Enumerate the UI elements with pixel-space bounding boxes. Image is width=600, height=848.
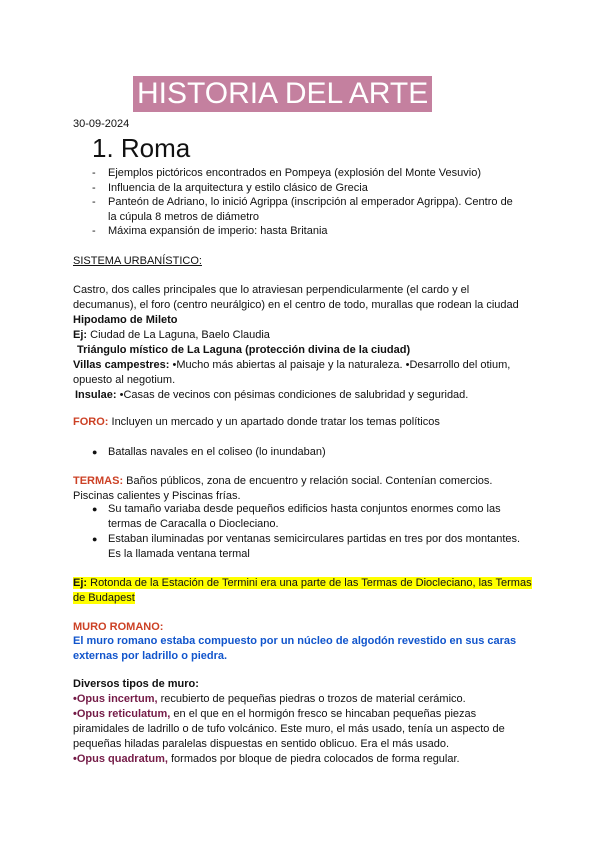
list-item bbox=[73, 752, 533, 767]
list-item: ● Estaban iluminadas por ventanas semicirculares partidas en tres por dos montantes. Es la llamada ventana termal bbox=[92, 532, 532, 561]
termas-line bbox=[73, 474, 533, 504]
ejemplo-text: Rotonda de la Estación de Termini era una parte de las Termas de Diocleciano, las Termas de Budapest bbox=[73, 577, 532, 604]
ejemplo-line bbox=[73, 576, 533, 606]
muro-text: El muro romano estaba compuesto por un núcleo de algodón revestido en sus caras externas por ladrillo o piedra. bbox=[73, 635, 517, 662]
ejemplo-label: Ej: bbox=[73, 577, 88, 589]
triangulo: Triángulo místico de La Laguna (protección divina de la ciudad) bbox=[77, 344, 411, 356]
ej-text: Ciudad de La Laguna, Baelo Claudia bbox=[87, 329, 270, 341]
urbanismo-block bbox=[73, 283, 533, 403]
villas-text: •Mucho más abiertas al paisaje y la naturaleza. •Desarrollo del otium, opuesto al negotium. bbox=[73, 359, 511, 386]
title-banner bbox=[133, 76, 432, 112]
foro-text: Incluyen un mercado y un apartado donde tratar los temas políticos bbox=[108, 416, 440, 428]
urbanismo-heading: SISTEMA URBANÍSTICO: bbox=[73, 255, 202, 267]
foro-label: FORO: bbox=[73, 416, 109, 428]
date: 30-09-2024 bbox=[73, 118, 130, 130]
urbanismo-text: Castro, dos calles principales que lo atraviesan perpendicularmente (el cardo y el decumanus), el foro (centro neurálgico) en el centro de todo, murallas que rodean la ciudad bbox=[73, 284, 519, 311]
foro-list bbox=[92, 445, 532, 461]
insulae-label: Insulae: bbox=[75, 389, 117, 401]
list-item bbox=[73, 707, 533, 752]
opus-text: en el que en el hormigón fresco se hincaban pequeñas piezas piramidales de ladrillo o de tufo volcánico. Este muro, el más usado, tenía un aspecto de pequeñas hiladas paralelas dispuestas en sentido oblicuo. Era el más usado. bbox=[73, 708, 505, 750]
tipos-list bbox=[73, 692, 533, 767]
villas bbox=[73, 358, 533, 388]
page-title: HISTORIA DEL ARTE bbox=[137, 77, 429, 110]
intro-list bbox=[92, 166, 522, 239]
list-item: ● Su tamaño variaba desde pequeños edificios hasta conjuntos enormes como las termas de Caracalla o Diocleciano. bbox=[92, 502, 532, 531]
termas-list bbox=[92, 502, 532, 562]
termas-text: Baños públicos, zona de encuentro y relación social. Contenían comercios. Piscinas calientes y Piscinas frías. bbox=[73, 475, 493, 502]
list-item: - Máxima expansión de imperio: hasta Britania bbox=[92, 224, 522, 239]
villas-label: Villas campestres: bbox=[73, 359, 170, 371]
list-item: - Panteón de Adriano, lo inició Agrippa (inscripción al emperador Agrippa). Centro de la cúpula 8 metros de diámetro bbox=[92, 195, 522, 224]
opus-name: •Opus quadratum, bbox=[73, 753, 168, 765]
section-heading: 1. Roma bbox=[92, 133, 191, 163]
foro-line bbox=[73, 415, 533, 430]
opus-text: formados por bloque de piedra colocados de forma regular. bbox=[167, 753, 460, 765]
termas-label: TERMAS: bbox=[73, 475, 124, 487]
list-item: ● Batallas navales en el coliseo (lo inundaban) bbox=[92, 445, 532, 460]
opus-text: recubierto de pequeñas piedras o trozos de material cerámico. bbox=[157, 693, 466, 705]
opus-name: •Opus reticulatum, bbox=[73, 708, 171, 720]
urbanismo-example bbox=[73, 328, 533, 343]
list-item: - Ejemplos pictóricos encontrados en Pompeya (explosión del Monte Vesuvio) bbox=[92, 166, 522, 181]
insulae-text: •Casas de vecinos con pésimas condiciones de salubridad y seguridad. bbox=[116, 389, 469, 401]
hipodamo: Hipodamo de Mileto bbox=[73, 314, 178, 326]
insulae bbox=[73, 388, 533, 403]
list-item: - Influencia de la arquitectura y estilo clásico de Grecia bbox=[92, 181, 522, 196]
list-item bbox=[73, 692, 533, 707]
muro-heading: MURO ROMANO: bbox=[73, 621, 164, 633]
ej-label: Ej: bbox=[73, 329, 88, 341]
tipos-heading: Diversos tipos de muro: bbox=[73, 678, 199, 690]
opus-name: •Opus incertum, bbox=[73, 693, 158, 705]
